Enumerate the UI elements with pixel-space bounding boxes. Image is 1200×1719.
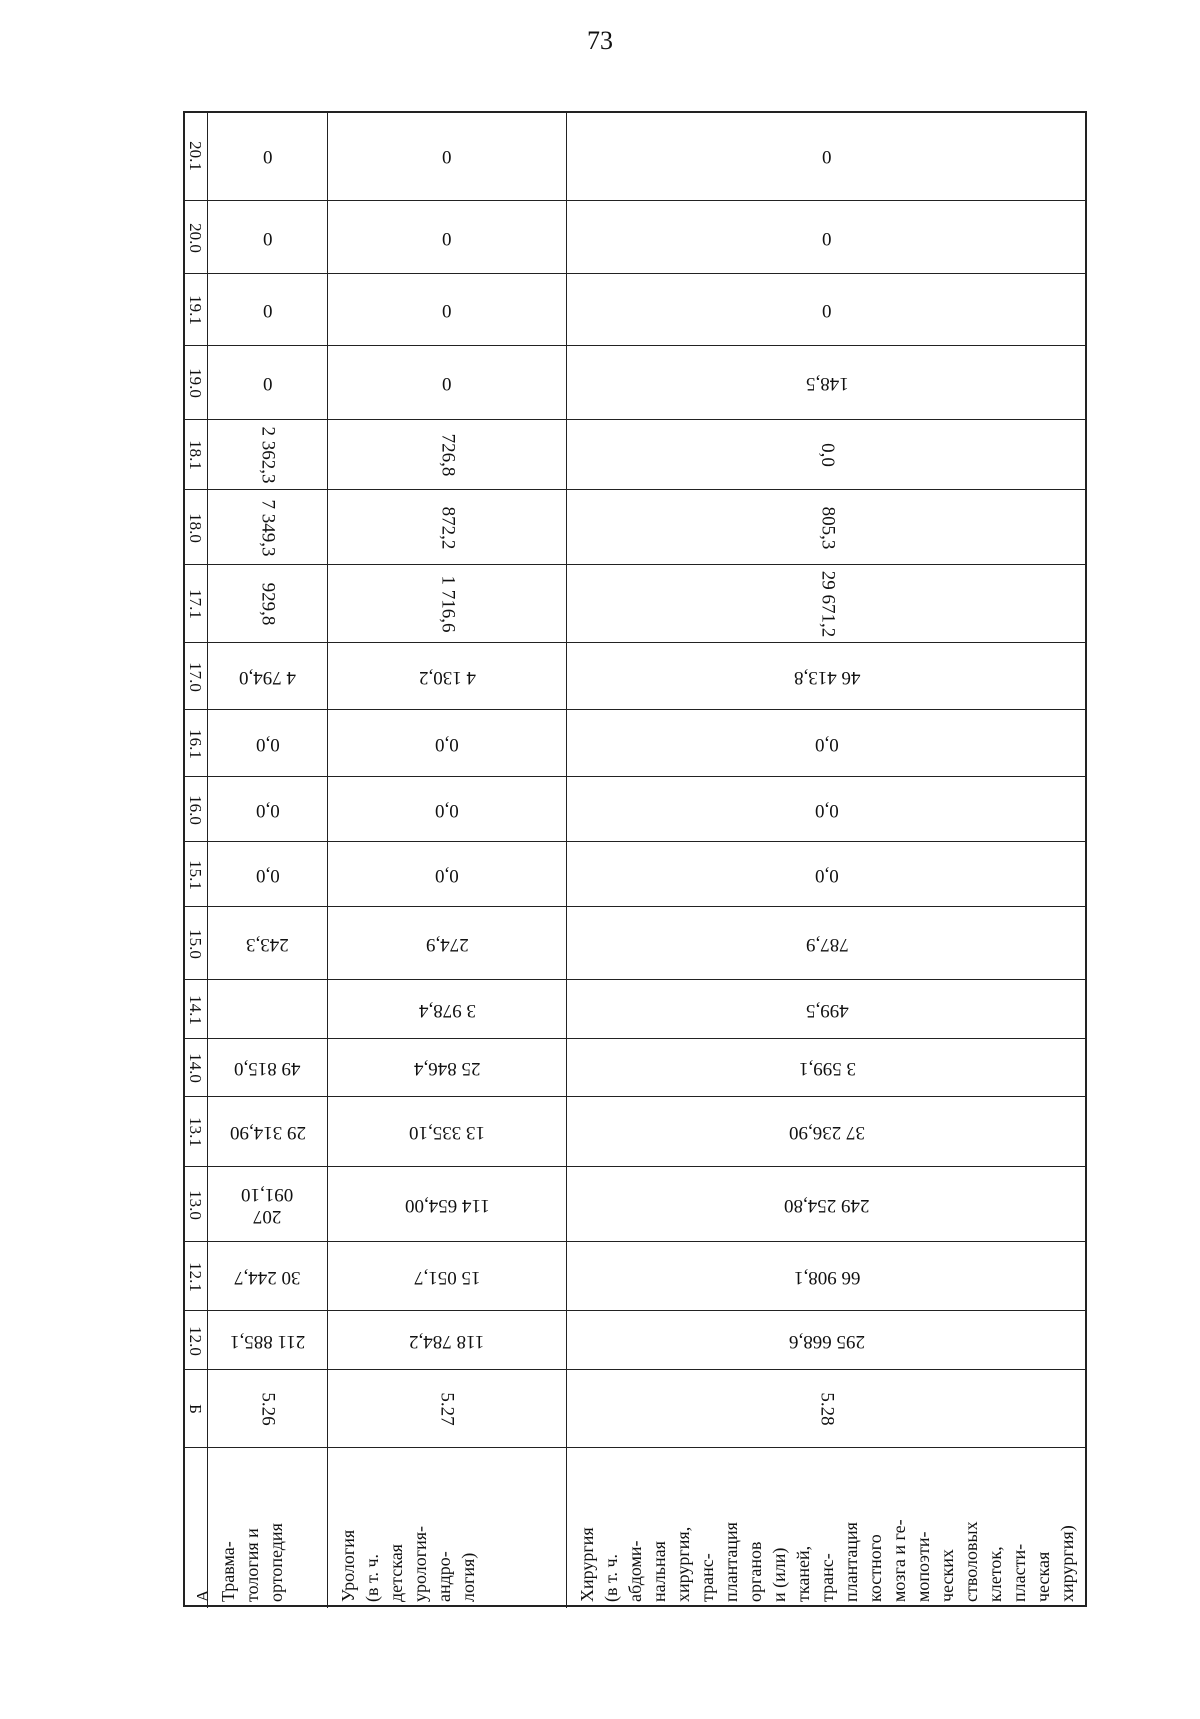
column-header-label: 19.1 xyxy=(186,295,205,325)
cell-value: 148,5 xyxy=(805,373,849,394)
cell-value: 0,0 xyxy=(435,864,459,886)
table-row xyxy=(183,709,1087,776)
table-cell xyxy=(327,1242,566,1311)
table-cell xyxy=(327,980,566,1039)
column-header xyxy=(183,643,207,710)
cell-value: 0,0 xyxy=(435,799,459,821)
cell-value: 4 130,2 xyxy=(418,666,476,688)
table-row xyxy=(183,200,1087,273)
column-header xyxy=(183,907,207,980)
table-cell xyxy=(327,643,566,710)
column-header-label: 16.1 xyxy=(186,728,205,759)
table-cell xyxy=(207,111,327,200)
cell-value: 114 654,00 xyxy=(404,1194,490,1216)
cell-value: 0 xyxy=(262,227,273,249)
cell-value: 211 885,1 xyxy=(229,1330,306,1352)
table-cell xyxy=(566,111,1087,200)
table-row xyxy=(183,111,1087,200)
cell-value: 3 599,1 xyxy=(798,1058,856,1079)
cell-value: 0,0 xyxy=(435,733,459,755)
table-row xyxy=(183,345,1087,419)
table-row xyxy=(183,776,1087,841)
column-header xyxy=(183,1370,207,1448)
table-cell xyxy=(566,201,1087,274)
table-cell xyxy=(207,1167,327,1242)
cell-value: 15 051,7 xyxy=(413,1266,481,1288)
table-cell xyxy=(207,1097,327,1167)
column-header xyxy=(183,980,207,1039)
cell-value: 0,0 xyxy=(815,864,839,886)
cell-value: 5.26 xyxy=(257,1392,279,1426)
table-row xyxy=(183,564,1087,642)
row-label: Хирургия (в т. ч. абдоми- нальная хирургия, транс- плантация органов и (или) тканей, транс- плантация костного мозга и ге- мопоэти- ческих стволовых клеток, пласти- ческая хирургия) xyxy=(577,1519,1077,1602)
column-header-label: 15.0 xyxy=(186,928,205,959)
table-row xyxy=(183,419,1087,489)
cell-value: 0 xyxy=(262,300,273,321)
table-cell xyxy=(327,777,566,842)
cell-value: 295 668,6 xyxy=(789,1330,865,1352)
table-cell xyxy=(207,201,327,274)
table-cell xyxy=(207,420,327,490)
table-cell xyxy=(566,1311,1087,1370)
table-row xyxy=(183,1038,1087,1096)
table-cell xyxy=(566,980,1087,1039)
table-cell xyxy=(566,346,1087,420)
cell-value: 0 xyxy=(822,227,832,249)
table-cell xyxy=(566,710,1087,777)
cell-value: 0 xyxy=(442,373,452,394)
table-row xyxy=(183,906,1087,979)
column-header xyxy=(183,201,207,274)
label-header: А xyxy=(193,1589,212,1602)
column-header-label: 20.1 xyxy=(186,140,205,171)
table-cell xyxy=(327,1311,566,1370)
cell-value: 37 236,90 xyxy=(789,1122,865,1143)
cell-value: 0,0 xyxy=(815,799,839,821)
column-header-label: 17.1 xyxy=(186,589,205,619)
table-cell xyxy=(327,1097,566,1167)
table-cell xyxy=(207,274,327,346)
column-header xyxy=(183,111,207,200)
column-header-label: 13.0 xyxy=(186,1189,205,1220)
table-cell xyxy=(207,490,327,565)
cell-value: 46 413,8 xyxy=(793,666,861,688)
cell-value: 66 908,1 xyxy=(793,1266,861,1288)
cell-value: 0 xyxy=(822,145,832,167)
column-header xyxy=(183,842,207,907)
table-cell xyxy=(566,1097,1087,1167)
table-row xyxy=(183,1447,1087,1607)
table-cell xyxy=(207,643,327,710)
cell-value: 3 978,4 xyxy=(418,999,476,1021)
cell-value: 25 846,4 xyxy=(413,1058,481,1079)
column-header-label: 18.1 xyxy=(186,440,205,470)
table-cell xyxy=(207,1448,327,1608)
table-cell xyxy=(566,777,1087,842)
column-header xyxy=(183,777,207,842)
column-header-label: 18.0 xyxy=(186,512,205,543)
cell-value: 5.27 xyxy=(437,1392,458,1426)
cell-value: 249 254,80 xyxy=(784,1194,870,1216)
table-cell xyxy=(207,842,327,907)
column-header-label: 14.0 xyxy=(186,1053,205,1083)
table-row xyxy=(183,841,1087,906)
table-cell xyxy=(566,274,1087,346)
table-cell xyxy=(327,346,566,420)
column-header xyxy=(183,1167,207,1242)
table-cell xyxy=(327,1370,566,1448)
column-header xyxy=(183,1448,212,1608)
cell-value: 0 xyxy=(262,373,273,394)
cell-value: 5.28 xyxy=(817,1392,838,1426)
cell-value: 872,2 xyxy=(437,506,458,549)
table-cell xyxy=(327,490,566,565)
table-cell xyxy=(566,420,1087,490)
table-cell xyxy=(327,907,566,980)
table-cell xyxy=(207,777,327,842)
table-cell xyxy=(327,111,566,200)
column-header xyxy=(183,1242,207,1311)
column-header-label: 20.0 xyxy=(186,222,205,253)
column-header-label: 19.0 xyxy=(186,368,205,398)
cell-value: 0,0 xyxy=(255,864,280,886)
cell-value: 0,0 xyxy=(815,733,839,755)
table-cell xyxy=(327,565,566,643)
table-cell xyxy=(566,1370,1087,1448)
column-header-label: 12.1 xyxy=(186,1261,205,1292)
cell-value: 13 335,10 xyxy=(409,1122,485,1143)
cell-value: 2 362,3 xyxy=(257,426,279,484)
table-cell xyxy=(566,490,1087,565)
cell-value: 49 815,0 xyxy=(234,1058,301,1079)
column-header-label: Б xyxy=(185,1404,205,1414)
table-cell xyxy=(566,842,1087,907)
cell-value: 499,5 xyxy=(805,999,849,1021)
cell-value: 4 794,0 xyxy=(239,666,296,688)
table-cell xyxy=(566,907,1087,980)
table-cell xyxy=(207,980,327,1039)
table-row xyxy=(183,1096,1087,1166)
column-header xyxy=(183,1039,207,1097)
table-cell xyxy=(566,1242,1087,1311)
page-number: 73 xyxy=(587,26,613,55)
table-row xyxy=(183,1166,1087,1241)
column-header xyxy=(183,420,207,490)
table-cell xyxy=(566,565,1087,643)
cell-value: 0,0 xyxy=(255,799,280,821)
column-header xyxy=(183,274,207,346)
table-cell xyxy=(327,420,566,490)
cell-value: 0,0 xyxy=(817,443,838,467)
cell-value: 118 784,2 xyxy=(409,1330,485,1352)
table-row xyxy=(183,979,1087,1038)
cell-value: 30 244,7 xyxy=(234,1266,301,1288)
column-header xyxy=(183,710,207,777)
table-row xyxy=(183,1241,1087,1310)
table-cell xyxy=(327,1039,566,1097)
cell-value: 0 xyxy=(442,145,452,167)
row-label: Травма- тология и ортопедия xyxy=(218,1523,286,1602)
table-row xyxy=(183,642,1087,709)
table-cell xyxy=(327,710,566,777)
cell-value: 929,8 xyxy=(257,582,279,626)
row-label: Урология (в т. ч. детская урология- андро- логия) xyxy=(338,1525,478,1602)
cell-value: 243,3 xyxy=(246,933,289,955)
column-header xyxy=(183,565,207,643)
cell-value: 0 xyxy=(442,300,452,321)
table-row xyxy=(183,489,1087,564)
column-header-label: 17.0 xyxy=(186,661,205,692)
table-row xyxy=(183,273,1087,345)
column-header xyxy=(183,346,207,420)
table-cell xyxy=(207,1039,327,1097)
table-cell xyxy=(327,1167,566,1242)
table-cell xyxy=(207,565,327,643)
table-row xyxy=(183,1310,1087,1369)
data-table xyxy=(183,111,1087,1607)
table-cell xyxy=(207,1242,327,1311)
cell-value: 274,9 xyxy=(425,933,469,955)
cell-value: 29 671,2 xyxy=(817,570,838,638)
table-cell xyxy=(207,1311,327,1370)
table-cell xyxy=(207,1370,327,1448)
cell-value: 0 xyxy=(822,300,832,321)
column-header-label: 15.1 xyxy=(186,859,205,890)
column-header-label: 13.1 xyxy=(186,1117,205,1147)
table-cell xyxy=(566,643,1087,710)
table-cell xyxy=(566,1039,1087,1097)
column-header xyxy=(183,490,207,565)
cell-value: 7 349,3 xyxy=(257,499,279,556)
table-cell xyxy=(327,201,566,274)
table-cell xyxy=(327,1448,566,1608)
table-row xyxy=(183,1369,1087,1447)
cell-value: 787,9 xyxy=(805,933,849,955)
column-header-label: 14.1 xyxy=(186,994,205,1025)
cell-value: 1 716,6 xyxy=(437,575,458,633)
cell-value: 805,3 xyxy=(817,506,838,549)
cell-value: 29 314,90 xyxy=(229,1122,306,1143)
cell-value: 726,8 xyxy=(437,433,458,477)
column-header xyxy=(183,1097,207,1167)
cell-value: 0 xyxy=(442,227,452,249)
table-cell xyxy=(207,346,327,420)
table-cell xyxy=(207,907,327,980)
table-cell xyxy=(327,842,566,907)
cell-value: 207 091,10 xyxy=(241,1183,294,1227)
cell-value: 0,0 xyxy=(255,733,280,755)
column-header-label: 16.0 xyxy=(186,794,205,825)
table-cell xyxy=(566,1167,1087,1242)
table-cell xyxy=(327,274,566,346)
table-cell xyxy=(566,1448,1087,1608)
table-cell xyxy=(207,710,327,777)
column-header-label: 12.0 xyxy=(186,1325,205,1356)
column-header xyxy=(183,1311,207,1370)
cell-value: 0 xyxy=(262,145,273,167)
